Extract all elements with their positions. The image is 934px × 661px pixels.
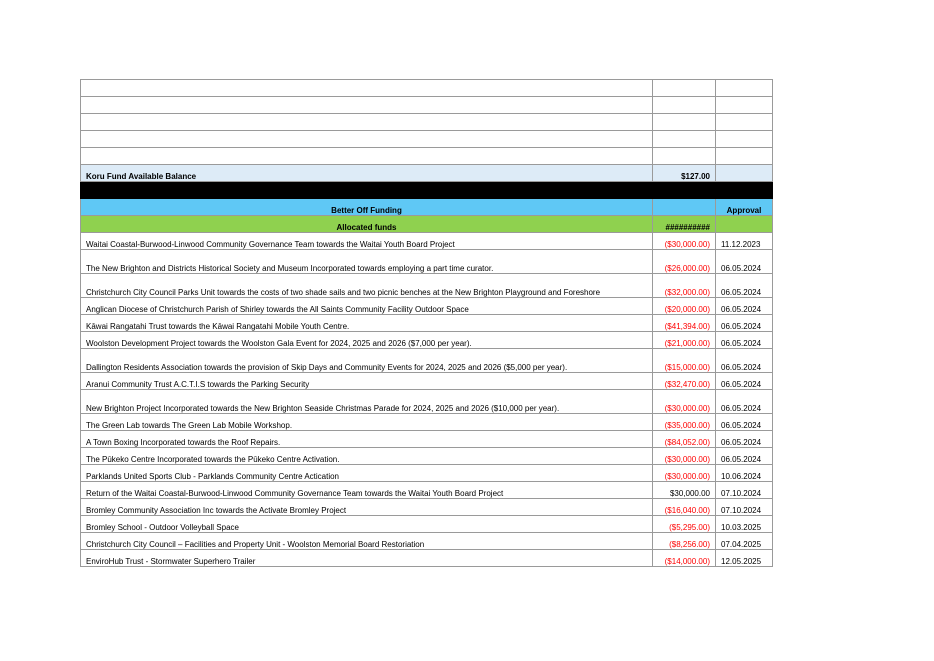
amount-cell[interactable]: ($30,000.00) bbox=[653, 233, 716, 250]
table-row bbox=[81, 233, 773, 250]
date-cell[interactable]: 07.04.2025 bbox=[716, 533, 773, 550]
table-row bbox=[81, 315, 773, 332]
description-cell[interactable]: The New Brighton and Districts Historical Society and Museum Incorporated towards employing a part time curator. bbox=[81, 250, 653, 274]
date-cell[interactable]: 06.05.2024 bbox=[716, 332, 773, 349]
cell[interactable] bbox=[81, 80, 653, 97]
date-cell[interactable]: 06.05.2024 bbox=[716, 349, 773, 373]
amount-cell[interactable]: ($35,000.00) bbox=[653, 414, 716, 431]
table-row bbox=[81, 349, 773, 373]
blank-row bbox=[81, 80, 773, 97]
table-row bbox=[81, 550, 773, 567]
amount-cell[interactable]: ($30,000.00) bbox=[653, 465, 716, 482]
description-cell[interactable]: New Brighton Project Incorporated towards the New Brighton Seaside Christmas Parade for 2024, 2025 and 2026 ($10,000 per year). bbox=[81, 390, 653, 414]
amount-cell[interactable]: ($21,000.00) bbox=[653, 332, 716, 349]
cell[interactable] bbox=[716, 148, 773, 165]
description-cell[interactable]: Anglican Diocese of Christchurch Parish of Shirley towards the All Saints Community Facility Outdoor Space bbox=[81, 298, 653, 315]
cell[interactable] bbox=[653, 131, 716, 148]
koru-balance-label[interactable]: Koru Fund Available Balance bbox=[81, 165, 653, 182]
amount-cell[interactable]: ($14,000.00) bbox=[653, 550, 716, 567]
cell[interactable] bbox=[81, 131, 653, 148]
approval-header[interactable]: Approval bbox=[716, 199, 773, 216]
amount-cell[interactable]: ($30,000.00) bbox=[653, 390, 716, 414]
cell[interactable] bbox=[653, 148, 716, 165]
date-cell[interactable]: 12.05.2025 bbox=[716, 550, 773, 567]
table-row bbox=[81, 448, 773, 465]
date-cell[interactable]: 07.10.2024 bbox=[716, 499, 773, 516]
description-cell[interactable]: A Town Boxing Incorporated towards the Roof Repairs. bbox=[81, 431, 653, 448]
cell[interactable] bbox=[653, 80, 716, 97]
section-title[interactable]: Better Off Funding bbox=[81, 199, 653, 216]
table-row bbox=[81, 250, 773, 274]
description-cell[interactable]: Dallington Residents Association towards the provision of Skip Days and Community Events for 2024, 2025 and 2026 ($5,000 per year). bbox=[81, 349, 653, 373]
cell[interactable] bbox=[716, 114, 773, 131]
date-cell[interactable]: 06.05.2024 bbox=[716, 373, 773, 390]
table-row bbox=[81, 533, 773, 550]
date-cell[interactable]: 11.12.2023 bbox=[716, 233, 773, 250]
description-cell[interactable]: Return of the Waitai Coastal-Burwood-Linwood Community Governance Team towards the Waitai Youth Board Project bbox=[81, 482, 653, 499]
table-row bbox=[81, 499, 773, 516]
amount-cell[interactable]: ($84,052.00) bbox=[653, 431, 716, 448]
cell[interactable] bbox=[653, 199, 716, 216]
table-row bbox=[81, 298, 773, 315]
cell[interactable] bbox=[716, 165, 773, 182]
funding-table bbox=[80, 79, 773, 567]
cell[interactable] bbox=[653, 97, 716, 114]
allocated-funds-hash[interactable]: ########## bbox=[653, 216, 716, 233]
amount-cell[interactable]: ($26,000.00) bbox=[653, 250, 716, 274]
cell[interactable] bbox=[81, 114, 653, 131]
amount-cell[interactable]: ($32,000.00) bbox=[653, 274, 716, 298]
table-row bbox=[81, 516, 773, 533]
table-row bbox=[81, 373, 773, 390]
black-separator-row bbox=[81, 182, 773, 199]
description-cell[interactable]: Aranui Community Trust A.C.T.I.S towards the Parking Security bbox=[81, 373, 653, 390]
section-header-row bbox=[81, 199, 773, 216]
cell[interactable] bbox=[81, 97, 653, 114]
table-row bbox=[81, 332, 773, 349]
cell[interactable] bbox=[716, 131, 773, 148]
cell[interactable] bbox=[81, 148, 653, 165]
date-cell[interactable]: 06.05.2024 bbox=[716, 414, 773, 431]
date-cell[interactable]: 06.05.2024 bbox=[716, 315, 773, 332]
koru-balance-row bbox=[81, 165, 773, 182]
description-cell[interactable]: Waitai Coastal-Burwood-Linwood Community Governance Team towards the Waitai Youth Board Project bbox=[81, 233, 653, 250]
description-cell[interactable]: Bromley Community Association Inc towards the Activate Bromley Project bbox=[81, 499, 653, 516]
description-cell[interactable]: Christchurch City Council Parks Unit towards the costs of two shade sails and two picnic benches at the New Brighton Playground and Foreshore bbox=[81, 274, 653, 298]
table-row bbox=[81, 431, 773, 448]
amount-cell[interactable]: ($16,040.00) bbox=[653, 499, 716, 516]
description-cell[interactable]: The Green Lab towards The Green Lab Mobile Workshop. bbox=[81, 414, 653, 431]
description-cell[interactable]: Christchurch City Council – Facilities and Property Unit - Woolston Memorial Board Restoriation bbox=[81, 533, 653, 550]
allocated-funds-row bbox=[81, 216, 773, 233]
blank-row bbox=[81, 148, 773, 165]
blank-row bbox=[81, 131, 773, 148]
date-cell[interactable]: 06.05.2024 bbox=[716, 431, 773, 448]
table-row bbox=[81, 482, 773, 499]
amount-cell[interactable]: ($41,394.00) bbox=[653, 315, 716, 332]
koru-balance-amount[interactable]: $127.00 bbox=[653, 165, 716, 182]
cell[interactable] bbox=[716, 216, 773, 233]
date-cell[interactable]: 07.10.2024 bbox=[716, 482, 773, 499]
description-cell[interactable]: Woolston Development Project towards the Woolston Gala Event for 2024, 2025 and 2026 ($7,000 per year). bbox=[81, 332, 653, 349]
table-row bbox=[81, 465, 773, 482]
date-cell[interactable]: 10.06.2024 bbox=[716, 465, 773, 482]
date-cell[interactable]: 06.05.2024 bbox=[716, 390, 773, 414]
description-cell[interactable]: EnviroHub Trust - Stormwater Superhero Trailer bbox=[81, 550, 653, 567]
date-cell[interactable]: 10.03.2025 bbox=[716, 516, 773, 533]
blank-row bbox=[81, 97, 773, 114]
amount-cell[interactable]: ($5,295.00) bbox=[653, 516, 716, 533]
table-row bbox=[81, 414, 773, 431]
description-cell[interactable]: Bromley School - Outdoor Volleyball Space bbox=[81, 516, 653, 533]
amount-cell[interactable]: $30,000.00 bbox=[653, 482, 716, 499]
amount-cell[interactable]: ($8,256.00) bbox=[653, 533, 716, 550]
cell[interactable] bbox=[716, 80, 773, 97]
amount-cell[interactable]: ($20,000.00) bbox=[653, 298, 716, 315]
description-cell[interactable]: Parklands United Sports Club - Parklands Community Centre Actication bbox=[81, 465, 653, 482]
cell[interactable] bbox=[653, 114, 716, 131]
date-cell[interactable]: 06.05.2024 bbox=[716, 274, 773, 298]
amount-cell[interactable]: ($15,000.00) bbox=[653, 349, 716, 373]
table-row bbox=[81, 274, 773, 298]
description-cell[interactable]: The Pūkeko Centre Incorporated towards the Pūkeko Centre Activation. bbox=[81, 448, 653, 465]
description-cell[interactable]: Kāwai Rangatahi Trust towards the Kāwai Rangatahi Mobile Youth Centre. bbox=[81, 315, 653, 332]
date-cell[interactable]: 06.05.2024 bbox=[716, 448, 773, 465]
blank-row bbox=[81, 114, 773, 131]
allocated-funds-label[interactable]: Allocated funds bbox=[81, 216, 653, 233]
amount-cell[interactable]: ($32,470.00) bbox=[653, 373, 716, 390]
date-cell[interactable]: 06.05.2024 bbox=[716, 298, 773, 315]
amount-cell[interactable]: ($30,000.00) bbox=[653, 448, 716, 465]
table-row bbox=[81, 390, 773, 414]
date-cell[interactable]: 06.05.2024 bbox=[716, 250, 773, 274]
cell[interactable] bbox=[716, 97, 773, 114]
